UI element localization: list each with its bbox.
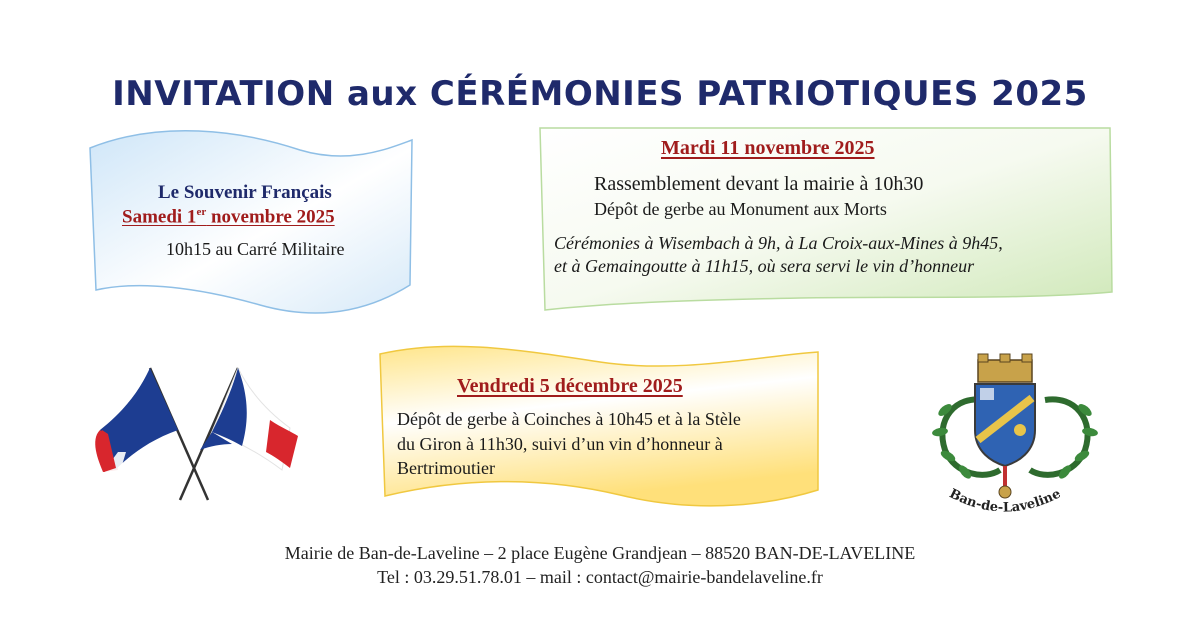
town-crest-icon xyxy=(931,354,1098,516)
mardi-line2: Dépôt de gerbe au Monument aux Morts xyxy=(594,199,887,219)
souvenir-detail: 10h15 au Carré Militaire xyxy=(166,239,345,259)
mardi-line1: Rassemblement devant la mairie à 10h30 xyxy=(594,173,924,195)
crest-label: Ban-de-Laveline xyxy=(946,486,1064,516)
footer-address: Mairie de Ban-de-Laveline – 2 place Eugène Grandjean – 88520 BAN-DE-LAVELINE xyxy=(284,543,916,563)
vendredi-line1: Dépôt de gerbe à Coinches à 10h45 et à la Stèle xyxy=(397,409,741,429)
souvenir-org: Le Souvenir Français xyxy=(158,182,332,203)
page-title: INVITATION aux CÉRÉMONIES PATRIOTIQUES 2025 xyxy=(112,74,1088,114)
vendredi-line3: Bertrimoutier xyxy=(397,458,495,478)
mardi-line3: Cérémonies à Wisembach à 9h, à La Croix-aux-Mines à 9h45, xyxy=(554,233,1003,253)
mardi-date: Mardi 11 novembre 2025 xyxy=(661,137,875,159)
footer-contact: Tel : 03.29.51.78.01 – mail : contact@mairie-bandelaveline.fr xyxy=(377,567,823,587)
french-flags-icon xyxy=(95,368,298,500)
vendredi-date: Vendredi 5 décembre 2025 xyxy=(457,375,683,397)
mardi-line4: et à Gemaingoutte à 11h15, où sera servi le vin d’honneur xyxy=(554,256,975,276)
vendredi-line2: du Giron à 11h30, suivi d’un vin d’honneur à xyxy=(397,434,723,454)
souvenir-date: Samedi 1er novembre 2025 xyxy=(122,206,335,228)
